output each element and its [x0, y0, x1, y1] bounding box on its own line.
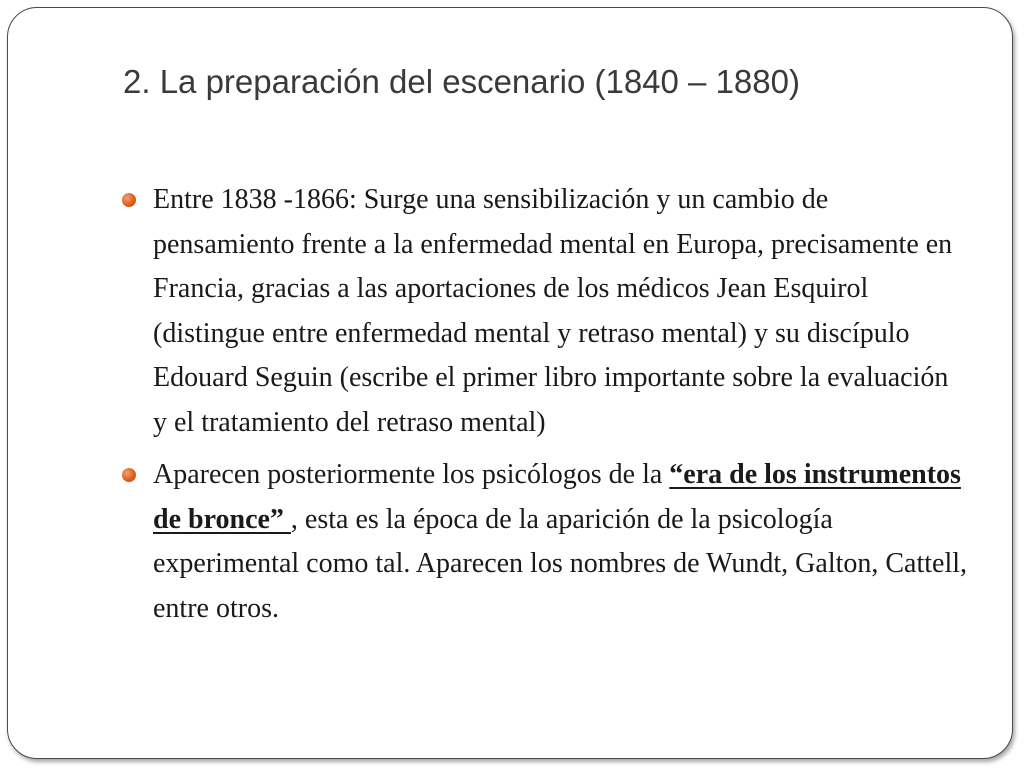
- bullet-item-2: [153, 453, 968, 631]
- bullet-2-text-before: Aparecen posteriormente los psicólogos de la: [153, 459, 670, 490]
- bullet-1-text: Entre 1838 -1866: Surge una sensibilización y un cambio de pensamiento frente a la enfermedad mental en Europa, precisamente en Francia, gracias a las aportaciones de los médicos Jean Esquirol (distingue entre enfermedad mental y retraso mental) y su discípulo Edouard Seguin (escribe el primer libro importante sobre la evaluación y el tratamiento del retraso mental): [153, 184, 953, 438]
- bullet-dot-icon: [122, 468, 136, 482]
- slide-frame: [7, 7, 1013, 759]
- slide-title: 2. La preparación del escenario (1840 – 1880): [123, 63, 800, 100]
- bullet-list: [153, 178, 968, 639]
- bullet-2-text-after: , esta es la época de la aparición de la psicología experimental como tal. Aparecen los nombres de Wundt, Galton, Cattell, entre otros.: [153, 503, 968, 624]
- bullet-dot-icon: [122, 193, 136, 207]
- bullet-item-1: [153, 178, 968, 445]
- bullet-2-emphasis: “era de los instrumentos de bronce”: [153, 459, 961, 535]
